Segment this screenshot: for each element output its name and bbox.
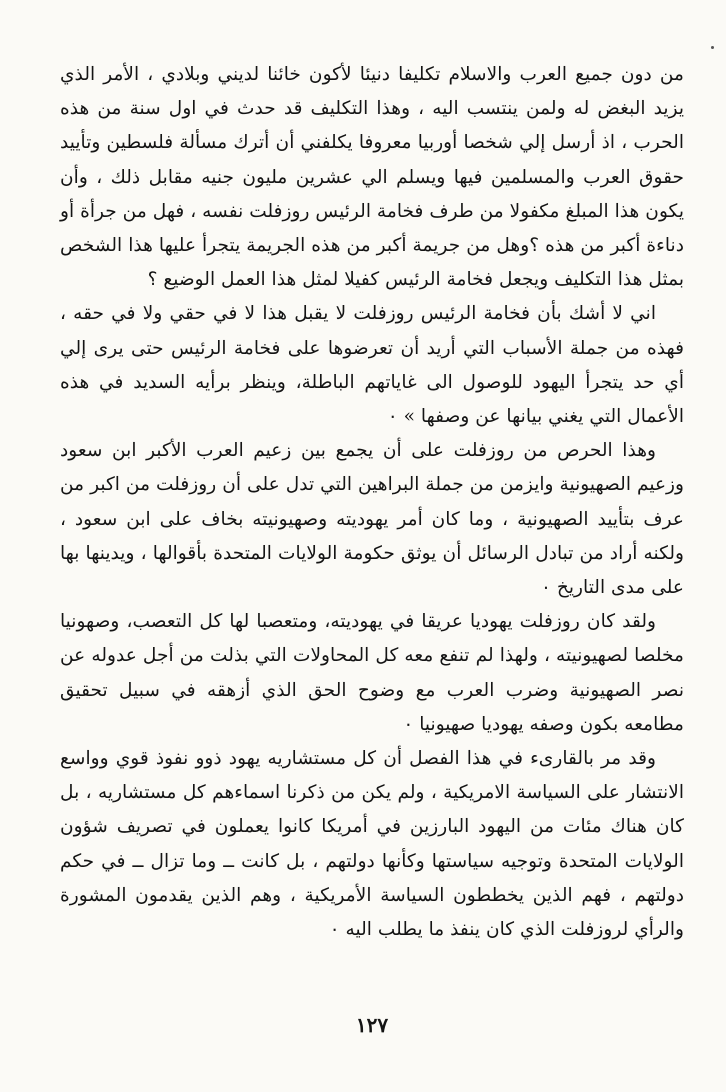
paragraph-5: وقد مر بالقارىء في هذا الفصل أن كل مستشاريه يهود ذوو نفوذ قوي وواسع الانتشار على السياسة الامريكية ، ولم يكن من ذكرنا اسماءهم كل مستشاريه ، بل كان هناك مئات من اليهود البارزين في أمريكا كانوا يعملون في تصريف شؤون الولايات المتحدة وتوجيه سياستها وكأنها دولتهم ، بل كانت ــ وما تزال ــ في حكم دولتهم ، فهم الذين يخططون السياسة الأمريكية ، وهم الذين يقدمون المشورة والرأي لروزفلت الذي كان ينفذ ما يطلب اليه ٠ [60, 748, 684, 941]
book-page [60, 58, 684, 1092]
paragraph-1: من دون جميع العرب والاسلام تكليفا دنيئا لأكون خائنا لديني وبلادي ، الأمر الذي يزيد البغض له ولمن ينتسب اليه ، وهذا التكليف قد حدث في اول سنة من هذه الحرب ، اذ أرسل إلي شخصا أوربيا معروفا يكلفني أن أترك مسألة فلسطين وتأييد حقوق العرب والمسلمين فيها ويسلم الي عشرين مليون جنيه مقابل ذلك ، وأن يكون هذا المبلغ مكفولا من طرف فخامة الرئيس روزفلت نفسه ، فهل من جرأة أو دناءة أكبر من هذه ؟وهل من جريمة أكبر من هذه الجريمة يتجرأ عليها هذا الشخص بمثل هذا التكليف ويجعل فخامة الرئيس كفيلا لمثل هذا العمل الوضيع ؟ [60, 64, 684, 291]
paragraph-2: اني لا أشك بأن فخامة الرئيس روزفلت لا يقبل هذا لا في حقي ولا في حقه ، فهذه من جملة الأسباب التي أريد أن تعرضوها على فخامة الرئيس حتى يرى إلي أي حد يتجرأ اليهود للوصول الى غاياتهم الباطلة، وينظر برأيه السديد في هذه الأعمال التي يغني بيانها عن وصفها » ٠ [60, 303, 684, 428]
paragraph-3: وهذا الحرص من روزفلت على أن يجمع بين زعيم العرب الأكبر ابن سعود وزعيم الصهيونية وايزمن من جملة البراهين التي تدل على أن روزفلت من اكبر من عرف بتأييد الصهيونية ، وما كان أمر يهوديته وصهيونيته بخاف على ابن سعود ، ولكنه أراد من تبادل الرسائل أن يوثق حكومة الولايات المتحدة بأقوالها ، ويدينها بها على مدى التاريخ ٠ [60, 440, 684, 599]
body-text [60, 58, 684, 947]
margin-speck [711, 46, 714, 49]
page-number: ١٢٧ [355, 1013, 389, 1037]
paragraph-4: ولقد كان روزفلت يهوديا عريقا في يهوديته، ومتعصبا لها كل التعصب، وصهونيا مخلصا لصهيونيته ، ولهذا لم تنفع معه كل المحاولات التي بذلت من أجل عدوله عن نصر الصهيونية وضرب العرب مع وضوح الحق الذي أزهقه في سبيل تحقيق مطامعه بكون وصفه يهوديا صهيونيا ٠ [60, 611, 684, 735]
